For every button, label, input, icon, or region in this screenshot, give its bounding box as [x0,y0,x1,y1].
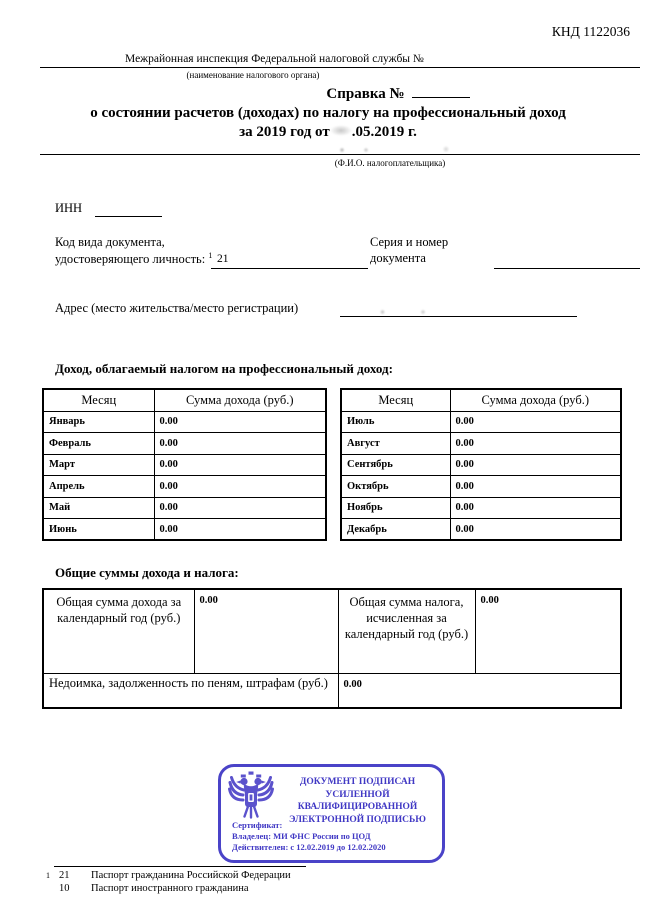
stamp-title-line2: УСИЛЕННОЙ КВАЛИФИЦИРОВАННОЙ [297,789,418,812]
title-date-suffix: .05.2019 г. [351,124,417,140]
footnote-item [46,883,606,896]
title-line-2: о состоянии расчетов (доходах) по налогу на профессиональный доход [90,105,566,121]
totals-table [42,588,622,709]
stamp-title-line3: ЭЛЕКТРОННОЙ ПОДПИСЬЮ [288,814,426,825]
doc-code-label-line1: Код вида документа, [55,235,165,249]
title-date-prefix: за 2019 год от [239,124,330,140]
org-name: Межрайонная инспекция Федеральной налоговой службы № [125,53,424,65]
total-tax-label: Общая сумма налога, исчисленная за календарный год (руб.) [338,589,475,673]
doc-code-label-line2 [55,251,212,267]
fio-caption: (Ф.И.О. налогоплательщика) [334,158,446,168]
certificate-number-blank [412,85,470,98]
signature-stamp [218,764,445,863]
month-cell: Апрель [43,476,154,498]
table-row [43,519,326,541]
address-label: Адрес (место жительства/место регистрации) [55,301,299,315]
knd-code: КНД 1122036 [551,24,630,39]
redacted-fio [310,146,470,154]
totals-section-title: Общие суммы дохода и налога: [55,565,239,580]
table-row [341,454,621,476]
footnote [46,866,606,895]
amount-cell: 0.00 [450,454,621,476]
table-row [341,519,621,541]
footnote-code: 10 [59,882,70,894]
month-column-header: Месяц [43,389,154,411]
amount-cell: 0.00 [450,476,621,498]
arrears-value: 0.00 [338,673,621,708]
certificate-validity: Действителен: с 12.02.2019 до 12.02.2020 [232,842,386,852]
redacted-day [330,125,352,136]
amount-cell: 0.00 [154,519,326,541]
amount-cell: 0.00 [450,497,621,519]
footnote-ref: 1 [46,871,50,880]
footnote-item [46,870,606,883]
month-cell: Июль [341,411,450,433]
doc-code-label-text: удостоверяющего личность: [55,252,206,267]
table-header-row [341,389,621,411]
month-column-header: Месяц [341,389,450,411]
inn-label: ИНН [55,201,83,215]
income-section-title: Доход, облагаемый налогом на профессиональный доход: [55,361,393,376]
total-income-value: 0.00 [194,589,338,673]
inn-field-line [95,203,162,217]
doc-title [0,85,656,142]
amount-cell: 0.00 [154,454,326,476]
table-row [43,673,621,708]
amount-column-header: Сумма дохода (руб.) [154,389,326,411]
footnote-divider [54,866,306,867]
stamp-certificate-block [232,820,386,853]
month-cell: Июнь [43,519,154,541]
month-cell: Ноябрь [341,497,450,519]
footnote-text: Паспорт иностранного гражданина [91,882,249,894]
month-cell: Август [341,433,450,455]
doc-code-value: 21 [217,253,229,265]
table-row [43,497,326,519]
redacted-address [360,308,450,316]
amount-cell: 0.00 [450,519,621,541]
total-tax-value: 0.00 [475,589,621,673]
doc-code-field-line [211,255,368,269]
total-income-label: Общая сумма дохода за календарный год (руб.) [43,589,194,673]
month-cell: Февраль [43,433,154,455]
amount-cell: 0.00 [154,433,326,455]
coat-of-arms-icon [228,771,274,821]
amount-cell: 0.00 [154,476,326,498]
footnote-text: Паспорт гражданина Российской Федерации [91,870,291,881]
month-cell: Май [43,497,154,519]
amount-cell: 0.00 [154,497,326,519]
arrears-label: Недоимка, задолженность по пеням, штрафам (руб.) [43,673,338,708]
income-table-right [340,388,622,541]
income-table-left [42,388,327,541]
table-row [43,476,326,498]
title-line-1 [70,85,656,104]
month-cell: Март [43,454,154,476]
certificate-owner: Владелец: МИ ФНС России по ЦОД [232,831,371,841]
month-cell: Январь [43,411,154,433]
footnote-ref-spacer [46,883,59,896]
table-row [341,497,621,519]
month-cell: Декабрь [341,519,450,541]
title-spravka-label: Справка № [326,86,405,102]
stamp-title-line1: ДОКУМЕНТ ПОДПИСАН [299,777,416,787]
footnote-code: 21 [59,870,70,881]
amount-cell: 0.00 [450,411,621,433]
table-row [341,433,621,455]
table-row [341,411,621,433]
table-row [341,476,621,498]
amount-cell: 0.00 [450,433,621,455]
amount-cell: 0.00 [154,411,326,433]
footnote-ref-mark: 1 [208,251,213,260]
month-cell: Октябрь [341,476,450,498]
series-label-line2: документа [370,251,426,265]
table-header-row [43,389,326,411]
table-row [43,433,326,455]
series-field-line [494,255,640,269]
table-row [43,589,621,673]
table-row [43,411,326,433]
stamp-title [279,776,436,826]
org-name-caption: (наименование налогового органа) [186,70,320,80]
table-row [43,454,326,476]
month-cell: Сентябрь [341,454,450,476]
certificate-label: Сертификат: [232,820,283,830]
series-label-line1: Серия и номер [370,235,449,249]
amount-column-header: Сумма дохода (руб.) [450,389,621,411]
